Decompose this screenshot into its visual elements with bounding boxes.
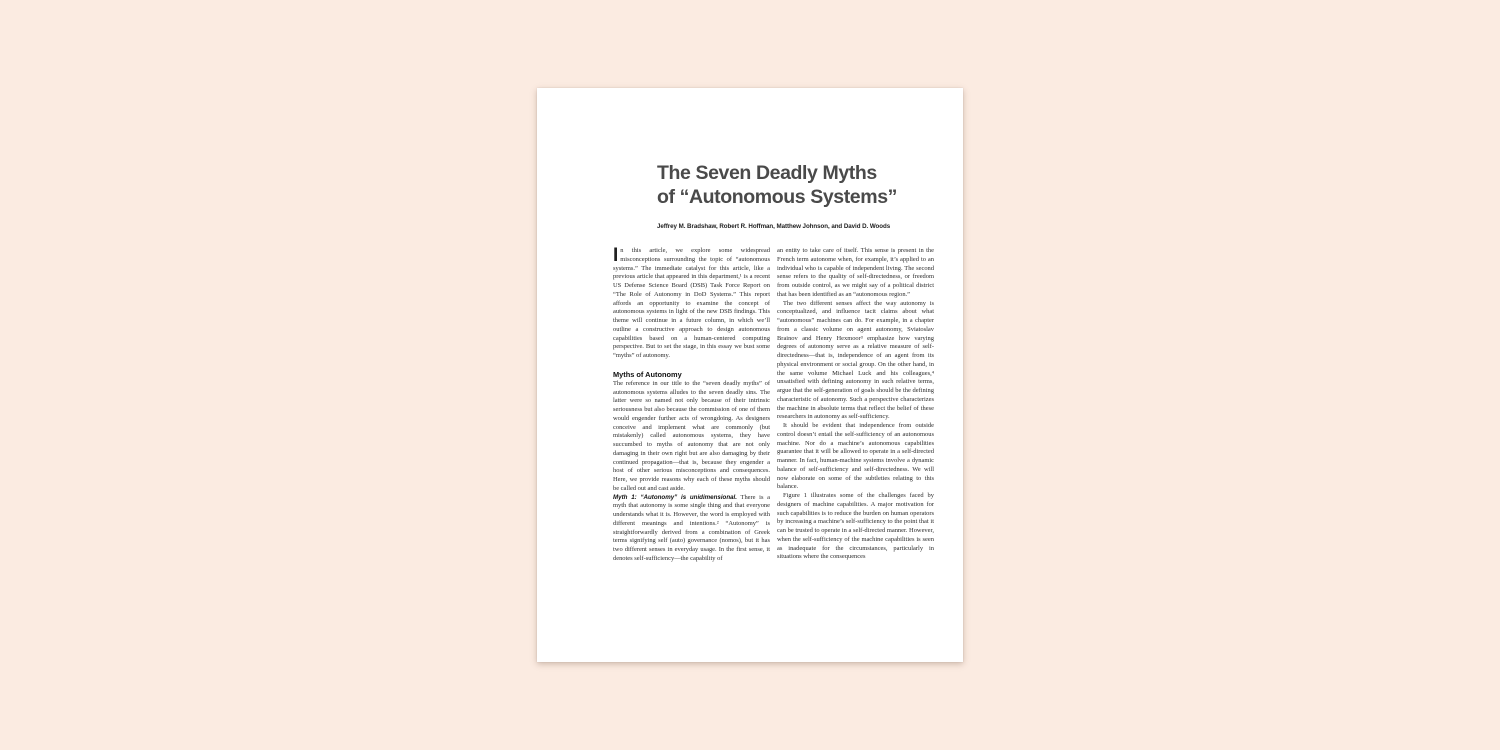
myth1-paragraph [613,494,770,564]
intro-text: n this article, we explore some widespread misconceptions surrounding the topic of “autonomous systems.” The immediate catalyst for this article, like a previous article that appeared in this department,¹ is a recent US Defense Science Board (DSB) Task Force Report on “The Role of Autonomy in DoD Systems.” This report affords an opportunity to examine the concept of autonomous systems in light of the new DSB findings. This theme will continue in a future column, in which we’ll outline a constructive approach to design autonomous capabilities based on a human-centered computing perspective. But to set the stage, in this essay we bust some “myths” of autonomy. [613,247,770,359]
author-byline: Jeffrey M. Bradshaw, Robert R. Hoffman, Matthew Johnson, and David D. Woods [657,223,891,230]
section-paragraph: The reference in our title to the “seven deadly myths” of autonomous systems alludes to the seven deadly sins. The latter were so named not only because of their intrinsic seriousness but also because the commission of one of them would engender further acts of wrongdoing. As designers conceive and implement what are commonly (but mistakenly) called autonomous systems, they have succumbed to myths of autonomy that are not only damaging in their own right but are also damaging by their continued propagation—that is, because they engender a host of other serious misconceptions and consequences. Here, we provide reasons why each of these myths should be called out and cast aside. [613,379,770,492]
title-line-2: of “Autonomous Systems” [657,186,897,208]
article-page [537,88,963,662]
text-column-right [777,247,934,562]
text-column-left [613,247,770,564]
intro-paragraph [613,247,770,361]
drop-cap: I [613,245,619,266]
myth1-text: There is a myth that autonomy is some single thing and that everyone understands what it is. However, the word is employed with different meanings and intentions.² “Autonomy” is straightforwardly derived from a combination of Greek terms signifying self (auto) governance (nomos), but it has two different senses in everyday usage. In the first sense, it denotes self-sufficiency—the capability of [613,493,770,562]
col2-paragraph-4: Figure 1 illustrates some of the challenges faced by designers of machine capabilities. A major motivation for such capabilities is to reduce the burden on human operators by increasing a machine’s self-sufficiency to the point that it can be trusted to operate in a self-directed manner. However, when the self-sufficiency of the machine capabilities is seen as inadequate for the circumstances, particularly in situations where the consequences [777,492,934,561]
section-heading-myths: Myths of Autonomy [613,369,682,379]
article-title [657,161,897,209]
col2-paragraph-2: The two different senses affect the way autonomy is conceptualized, and influence tacit claims about what “autonomous” machines can do. For example, in a chapter from a classic volume on agent autonomy, Sviatoslav Brainov and Henry Hexmoor³ emphasize how varying degrees of autonomy serve as a relative measure of self-directedness—that is, independence of an agent from its physical environment or social group. On the other hand, in the same volume Michael Luck and his colleagues,⁴ unsatisfied with defining autonomy in such relative terms, argue that the self-generation of goals should be the defining characteristic of autonomy. Such a perspective characterizes the machine in absolute terms that reflect the belief of these researchers in autonomy as self-sufficiency. [777,299,934,421]
title-line-1: The Seven Deadly Myths [657,162,877,184]
col2-paragraph-3: It should be evident that independence from outside control doesn’t entail the self-sufficiency of an autonomous machine. Nor do a machine’s autonomous capabilities guarantee that it will be allowed to operate in a self-directed manner. In fact, human-machine systems involve a dynamic balance of self-sufficiency and self-directedness. We will now elaborate on some of the subtleties relating to this balance. [777,422,934,491]
myth1-heading: Myth 1: “Autonomy” is unidimensional. [613,493,737,501]
col2-paragraph-1: an entity to take care of itself. This sense is present in the French term autonome when, for example, it’s applied to an individual who is capable of independent living. The second sense refers to the quality of self-directedness, or freedom from outside control, as we might say of a political district that has been identified as an “autonomous region.” [777,247,934,298]
